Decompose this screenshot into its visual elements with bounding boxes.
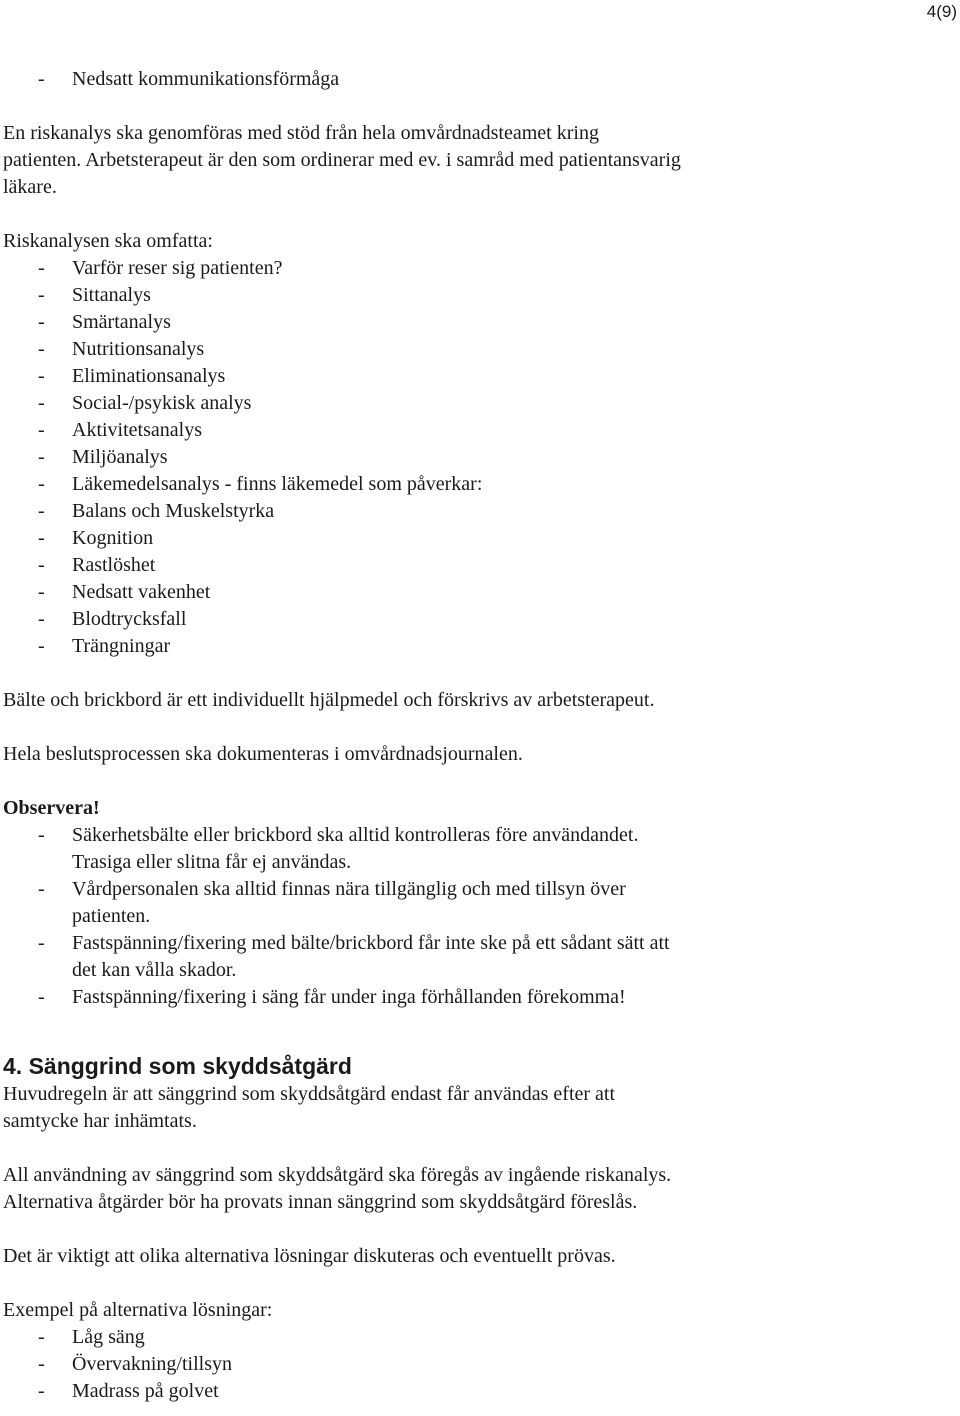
list-item-line: Trasiga eller slitna får ej användas.	[72, 851, 352, 873]
paragraph-line: Alternativa åtgärder bör ha provats innan sänggrind som skyddsåtgärd föreslås.	[3, 1191, 638, 1213]
list-item: - Smärtanalys	[3, 309, 943, 336]
list-item: - Balans och Muskelstyrka	[3, 498, 943, 525]
list-item: - Aktivitetsanalys	[3, 417, 943, 444]
paragraph-line: Huvudregeln är att sänggrind som skyddsåtgärd endast får användas efter att	[3, 1083, 616, 1105]
list-item-line: - Säkerhetsbälte eller brickbord ska alltid kontrolleras före användandet.	[72, 824, 639, 846]
list-item: - Nedsatt vakenhet	[3, 579, 943, 606]
list-item: - Låg säng	[3, 1324, 943, 1351]
list-item: - Rastlöshet	[3, 552, 943, 579]
list-item: - Nutritionsanalys	[3, 336, 943, 363]
paragraph-line: patienten. Arbetsterapeut är den som ordinerar med ev. i samråd med patientansvarig	[3, 149, 681, 171]
list-item-line: patienten.	[72, 905, 151, 927]
belt-paragraph: Bälte och brickbord är ett individuellt hjälpmedel och förskrivs av arbetsterapeut.	[3, 689, 655, 711]
documentation-paragraph: Hela beslutsprocessen ska dokumenteras i omvårdnadsjournalen.	[3, 743, 523, 765]
list-item: - Varför reser sig patienten?	[3, 255, 943, 282]
risk-analysis-list	[3, 255, 943, 660]
list-item-line: - Vårdpersonalen ska alltid finnas nära tillgänglig och med tillsyn över	[72, 878, 626, 900]
list-item: - Sittanalys	[3, 282, 943, 309]
list-item-line: det kan vålla skador.	[72, 959, 237, 981]
list-item: - Blodtrycksfall	[3, 606, 943, 633]
list-item: - Läkemedelsanalys - finns läkemedel som påverkar:	[3, 471, 943, 498]
list-item: - Övervakning/tillsyn	[3, 1351, 943, 1378]
list-item	[3, 822, 943, 876]
paragraph-line: All användning av sänggrind som skyddsåtgärd ska föregås av ingående riskanalys.	[3, 1164, 672, 1186]
continued-list	[3, 66, 943, 93]
page-number: 4(9)	[926, 2, 957, 21]
examples-heading: Exempel på alternativa lösningar:	[3, 1299, 273, 1321]
observe-heading: Observera!	[3, 797, 100, 819]
section-paragraph	[3, 1081, 943, 1135]
section-paragraph	[3, 1162, 943, 1216]
document-body	[3, 66, 943, 1405]
paragraph-line: En riskanalys ska genomföras med stöd från hela omvårdnadsteamet kring	[3, 122, 599, 144]
list-item: - Eliminationsanalys	[3, 363, 943, 390]
list-item: - Trängningar	[3, 633, 943, 660]
section-heading: 4. Sänggrind som skyddsåtgärd	[3, 1053, 352, 1079]
list-item	[3, 984, 943, 1011]
risk-analysis-heading: Riskanalysen ska omfatta:	[3, 230, 213, 252]
paragraph-line: läkare.	[3, 176, 57, 198]
list-item: - Nedsatt kommunikationsförmåga	[3, 66, 943, 93]
examples-list	[3, 1324, 943, 1405]
list-item: - Kognition	[3, 525, 943, 552]
list-item-line: - Fastspänning/fixering med bälte/brickbord får inte ske på ett sådant sätt att	[72, 932, 670, 954]
list-item: - Madrass på golvet	[3, 1378, 943, 1405]
intro-paragraph	[3, 120, 943, 201]
list-item-line: - Fastspänning/fixering i säng får under inga förhållanden förekomma!	[72, 986, 626, 1008]
list-item	[3, 930, 943, 984]
section-paragraph: Det är viktigt att olika alternativa lösningar diskuteras och eventuellt prövas.	[3, 1245, 616, 1267]
list-item: - Miljöanalys	[3, 444, 943, 471]
list-item	[3, 876, 943, 930]
paragraph-line: samtycke har inhämtats.	[3, 1110, 197, 1132]
observe-list	[3, 822, 943, 1011]
list-item: - Social-/psykisk analys	[3, 390, 943, 417]
